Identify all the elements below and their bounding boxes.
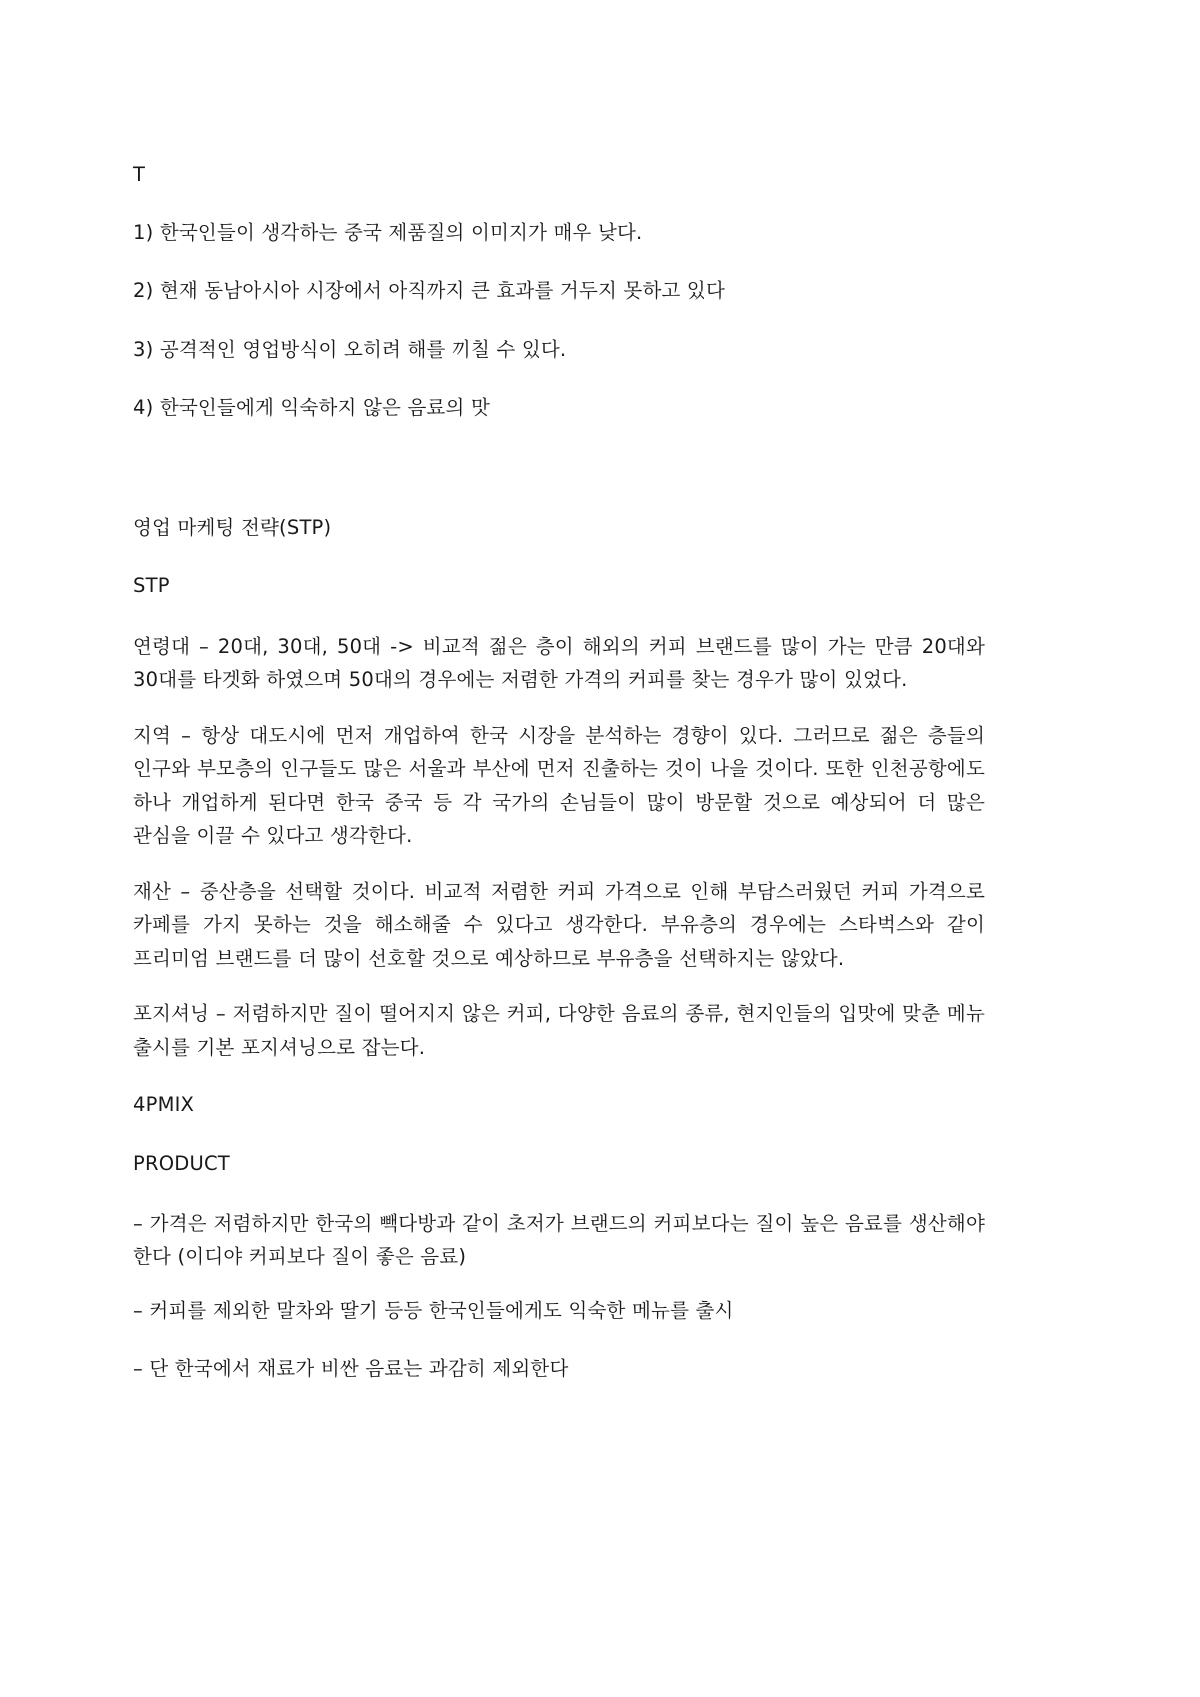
product-label: PRODUCT (133, 1151, 230, 1175)
stp-label: STP (133, 574, 170, 598)
stp-paragraph-region: 지역 – 항상 대도시에 먼저 개업하여 한국 시장을 분석하는 경향이 있다. 그러므로 젊은 층들의 인구와 부모층의 인구들도 많은 서울과 부산에 먼저 진출하는 것이 나을 것이다. 또한 인천공항에도 하나 개업하게 된다면 한국 중국 등 각 국가의 손님들이 많이 방문할 것으로 예상되어 더 많은 관심을 이끌 수 있다고 생각한다. (133, 723, 985, 848)
product-item-3: – 단 한국에서 재료가 비싼 음료는 과감히 제외한다 (133, 1357, 569, 1381)
stp-paragraph-age: 연령대 – 20대, 30대, 50대 -> 비교적 젊은 층이 해외의 커피 브랜드를 많이 가는 만큼 20대와 30대를 타겟화 하였으며 50대의 경우에는 저렴한 가격의 커피를 찾는 경우가 많이 있었다. (133, 634, 985, 692)
top-marker: T (133, 163, 146, 186)
stp-paragraph-positioning: 포지셔닝 – 저렴하지만 질이 떨어지지 않은 커피, 다양한 음료의 종류, 현지인들의 입맛에 맞춘 메뉴 출시를 기본 포지셔닝으로 잡는다. (133, 1002, 985, 1059)
document-body (133, 160, 985, 1384)
product-item-1: – 가격은 저렴하지만 한국의 빽다방과 같이 초저가 브랜드의 커피보다는 질이 높은 음료를 생산해야 한다 (이디야 커피보다 질이 좋은 음료) (133, 1211, 985, 1269)
threat-item-1: 1) 한국인들이 생각하는 중국 제품질의 이미지가 매우 낮다. (133, 221, 643, 245)
mix-label: 4PMIX (133, 1093, 195, 1117)
section-spacer (133, 451, 985, 513)
section-title: 영업 마케팅 전략(STP) (133, 516, 332, 540)
threat-item-3: 3) 공격적인 영업방식이 오히려 해를 끼칠 수 있다. (133, 337, 567, 361)
threat-item-4: 4) 한국인들에게 익숙하지 않은 음료의 맛 (133, 395, 490, 419)
threat-item-2: 2) 현재 동남아시아 시장에서 아직까지 큰 효과를 거두지 못하고 있다 (133, 279, 725, 303)
stp-paragraph-wealth: 재산 – 중산층을 선택할 것이다. 비교적 저렴한 커피 가격으로 인해 부담스러웠던 커피 가격으로 카페를 가지 못하는 것을 해소해줄 수 있다고 생각한다. 부유층의 경우에는 스타벅스와 같이 프리미엄 브랜드를 더 많이 선호할 것으로 예상하므로 부유층을 선택하지는 않았다. (133, 879, 985, 970)
product-item-2: – 커피를 제외한 말차와 딸기 등등 한국인들에게도 익숙한 메뉴를 출시 (133, 1298, 734, 1322)
